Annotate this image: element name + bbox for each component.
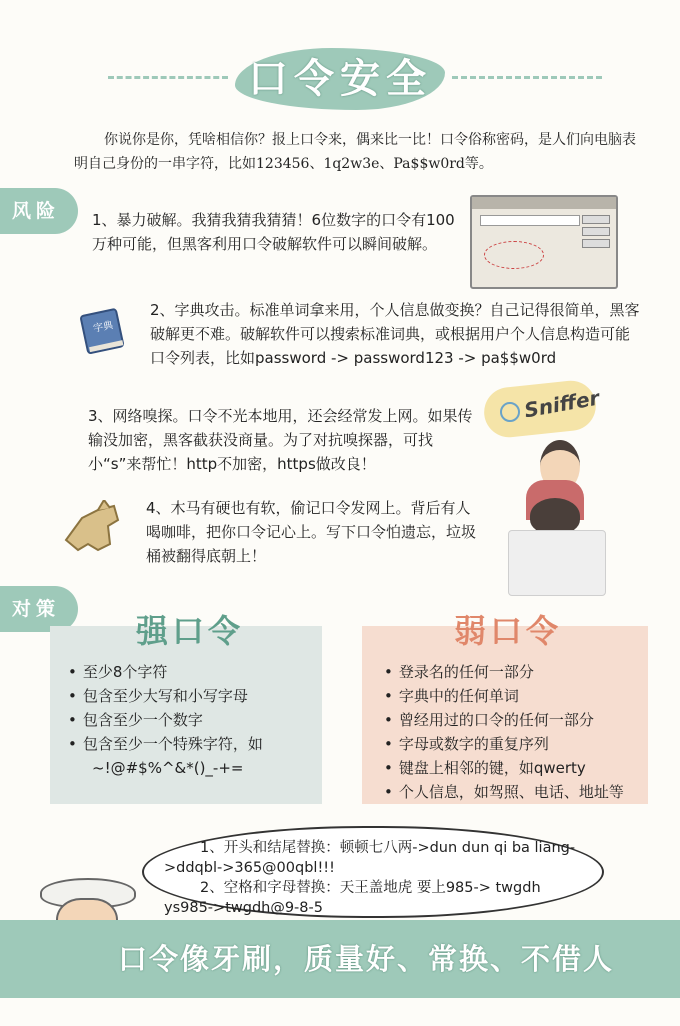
cracker-button bbox=[582, 239, 610, 248]
password-cracker-screenshot bbox=[470, 195, 618, 289]
title-divider-left bbox=[108, 76, 228, 79]
cracker-button bbox=[582, 227, 610, 236]
cracker-highlight-oval bbox=[484, 241, 544, 269]
countermeasure-tag: 对策 bbox=[0, 586, 78, 632]
cracker-window-titlebar bbox=[472, 197, 616, 209]
book-label: 字典 bbox=[92, 319, 115, 335]
banner-slogan: 口令像牙刷，质量好、常换、不借人 bbox=[118, 942, 615, 976]
list-item: • 个人信息，如驾照、电话、地址等 bbox=[384, 780, 646, 804]
weak-password-title: 弱口令 bbox=[454, 612, 563, 650]
intro-paragraph: 你说你是你，凭啥相信你？报上口令来，偶来比一比！口令俗称密码，是人们向电脑表明自己身份的一串字符，比如123456、1q2w3e、Pa$$w0rd等。 bbox=[74, 132, 636, 172]
list-item: • 字典中的任何单词 bbox=[384, 684, 646, 708]
tip-item: 2、空格和字母替换：天王盖地虎 要上985-> twgdh ys985->twgdh@9-8-5 bbox=[164, 880, 541, 916]
trojan-horse-icon bbox=[58, 500, 128, 556]
page-title: 口令安全 bbox=[248, 56, 432, 102]
list-item: • 登录名的任何一部分 bbox=[384, 660, 646, 684]
cracker-input-field bbox=[480, 215, 580, 226]
risk-item-network-sniffing: 3、网络嗅探。口令不光本地用，还会经常发上网。如果传输没加密，黑客截获没商量。为了对抗嗅探器，可找小“s”来帮忙！http不加密，https做改良！ bbox=[88, 407, 473, 473]
weak-password-list bbox=[384, 660, 646, 804]
sniffer-label: Sniffer bbox=[522, 385, 602, 423]
list-item: • 包含至少大写和小写字母 bbox=[68, 684, 318, 708]
risk-item-trojan: 4、木马有硬也有软，偷记口令发网上。背后有人喝咖啡，把你口令记心上。写下口令怕遗忘，垃圾桶被翻得底朝上！ bbox=[146, 499, 477, 565]
risk-tag: 风险 bbox=[0, 188, 78, 234]
laptop-user-head bbox=[530, 498, 580, 534]
list-item: • 曾经用过的口令的任何一部分 bbox=[384, 708, 646, 732]
risk-item-brute-force: 1、暴力破解。我猜我猜我猜猜！6位数字的口令有100万种可能，但黑客利用口令破解软件可以瞬间破解。 bbox=[92, 211, 455, 253]
special-characters: ~!@#$%^&*()_-+= bbox=[92, 759, 244, 777]
risk-item-dictionary-attack: 2、字典攻击。标准单词拿来用，个人信息做变换？自己记得很简单，黑客破解更不难。破解软件可以搜索标准词典，或根据用户个人信息构造可能口令列表，比如password -> password123 -> pa$$w0rd bbox=[150, 301, 640, 367]
list-item: • 字母或数字的重复序列 bbox=[384, 732, 646, 756]
title-divider-right bbox=[452, 76, 602, 79]
tip-item: 1、开头和结尾替换：顿顿七八两->dun dun qi ba liang->ddqbl->365@00qbl!!! bbox=[164, 840, 576, 876]
list-item: • 至少8个字符 bbox=[68, 660, 318, 684]
list-item: • 包含至少一个特殊字符，如 bbox=[68, 732, 318, 756]
magnifier-icon bbox=[500, 402, 520, 422]
cracker-button bbox=[582, 215, 610, 224]
list-item: • 键盘上相邻的键，如qwerty bbox=[384, 756, 646, 780]
dictionary-book-icon bbox=[78, 306, 128, 356]
strong-password-list bbox=[68, 660, 318, 756]
strong-password-title: 强口令 bbox=[136, 612, 245, 650]
laptop-illustration bbox=[508, 530, 606, 596]
list-item: • 包含至少一个数字 bbox=[68, 708, 318, 732]
